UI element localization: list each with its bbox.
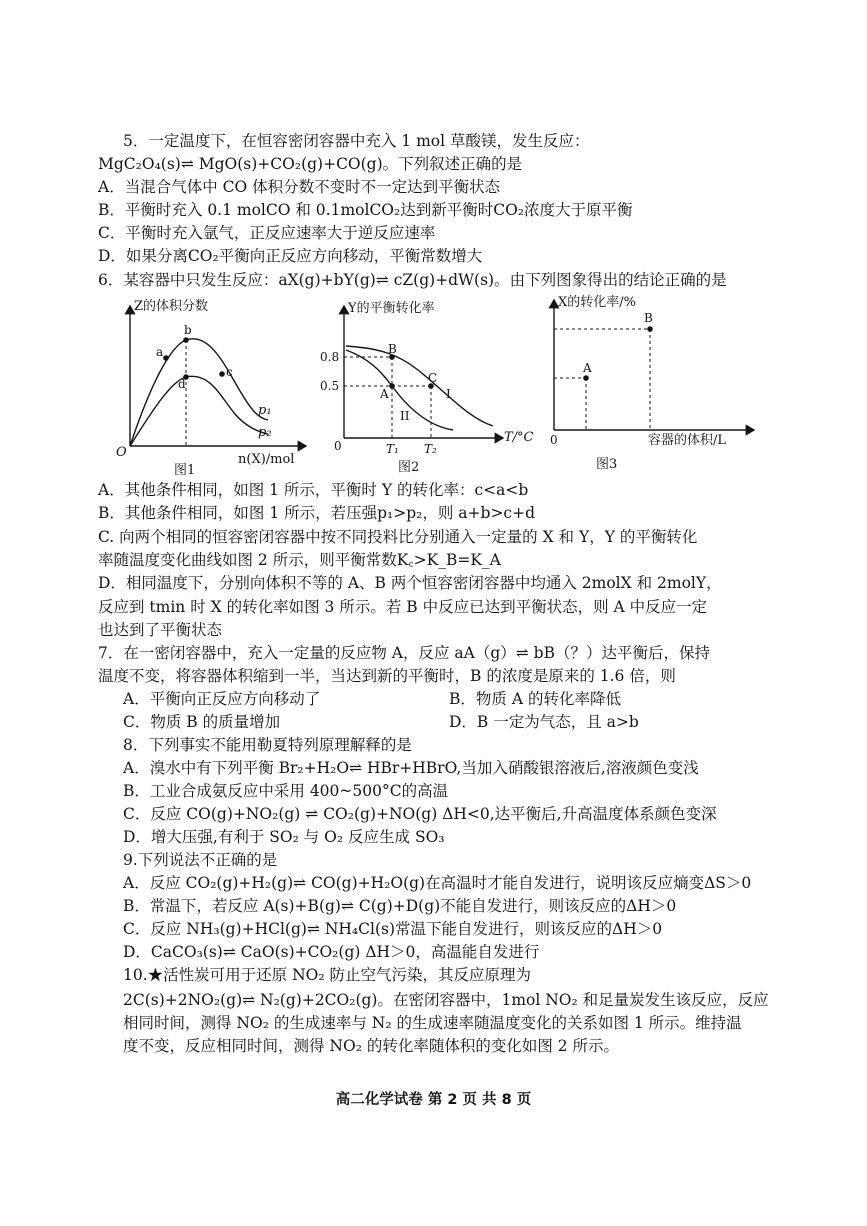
fig2-label-ii: II — [400, 409, 410, 423]
fig2-label-c: C — [428, 371, 438, 385]
q8-option-b: B．工业合成氨反应中采用 400~500°C的高温 — [123, 782, 449, 800]
fig1-x-label: n(X)/mol — [238, 452, 295, 467]
fig3-caption: 图3 — [596, 457, 618, 472]
fig2-tick-t2: T₂ — [424, 442, 437, 456]
fig3-point-a — [583, 375, 589, 381]
fig1-curve-p2 — [130, 376, 268, 446]
q6-figure-2 — [318, 298, 540, 478]
fig1-label-p2: p₂ — [258, 425, 272, 440]
q6-option-c-line1: C. 向两个相同的恒容密闭容器中按不同投料比分别通入一定量的 X 和 Y，Y 的平衡转化 — [98, 528, 698, 546]
fig2-label-b: B — [388, 342, 397, 356]
q5-option-d: D．如果分离CO₂平衡向正反应方向移动，平衡常数增大 — [98, 247, 483, 265]
q8-option-d: D．增大压强,有利于 SO₂ 与 O₂ 反应生成 SO₃ — [123, 828, 445, 846]
q6-option-b: B．其他条件相同，如图 1 所示，若压强p₁>p₂，则 a+b>c+d — [98, 504, 536, 522]
q9-stem: 9.下列说法不正确的是 — [123, 851, 278, 869]
q5-option-a: A．当混合气体中 CO 体积分数不变时不一定达到平衡状态 — [98, 178, 501, 196]
fig2-label-i: I — [446, 387, 451, 401]
q5-stem-line1: 5．一定温度下，在恒容密闭容器中充入 1 mol 草酸镁，发生反应： — [123, 132, 590, 150]
fig3-origin: 0 — [550, 433, 558, 447]
fig2-label-a: A — [380, 387, 389, 401]
q6-figure-3 — [540, 292, 770, 472]
fig1-point-a — [163, 355, 169, 361]
fig2-y-label: Y的平衡转化率 — [348, 301, 435, 316]
fig3-point-b — [647, 326, 653, 332]
q7-option-a: A．平衡向正反应方向移动了 — [123, 690, 321, 708]
q7-stem-line2: 温度不变，将容器体积缩到一半，当达到新的平衡时，B 的浓度是原来的 1.6 倍，则 — [98, 667, 676, 685]
q6-option-d-line3: 也达到了平衡状态 — [98, 621, 223, 639]
fig3-label-b: B — [644, 311, 653, 325]
fig2-point-a — [389, 383, 395, 389]
q9-option-b: B．常温下，若反应 A(s)+B(g)⇌ C(g)+D(g)不能自发进行，则该反应的ΔH＞0 — [123, 897, 677, 915]
q9-option-c: C．反应 NH₃(g)+HCl(g)⇌ NH₄Cl(s)常温下能自发进行，则该反应的ΔH＞0 — [123, 920, 663, 938]
fig1-y-label: Z的体积分数 — [134, 299, 209, 314]
fig1-point-b — [183, 337, 189, 343]
fig2-tick-t1: T₁ — [386, 442, 399, 456]
q6-option-d-line1: D．相同温度下，分别向体积不等的 A、B 两个恒容密闭容器中均通入 2molX 和 2molY， — [98, 574, 722, 592]
fig2-y-tick-05: 0.5 — [320, 379, 340, 393]
q5-option-c: C．平衡时充入氩气，正反应速率大于逆反应速率 — [98, 224, 436, 242]
q7-stem-line1: 7．在一密闭容器中，充入一定量的反应物 A，反应 aA（g）⇌ bB（？）达平衡后，保持 — [98, 644, 710, 662]
fig1-label-p1: p₁ — [258, 403, 272, 418]
q7-option-d: D．B 一定为气态，且 a>b — [449, 713, 639, 731]
q10-stem-line1: 10.★活性炭可用于还原 NO₂ 防止空气污染，其反应原理为 — [123, 966, 531, 984]
q5-stem-line2: MgC₂O₄(s)⇌ MgO(s)+CO₂(g)+CO(g)。下列叙述正确的是 — [98, 155, 523, 173]
fig1-label-a: a — [156, 345, 164, 359]
fig1-label-b: b — [184, 323, 192, 337]
q7-option-b: B．物质 A 的转化率降低 — [449, 690, 621, 708]
fig1-caption: 图1 — [174, 463, 196, 476]
q6-option-d-line2: 反应到 tmin 时 X 的转化率如图 3 所示。若 B 中反应已达到平衡状态，则 A 中反应一定 — [98, 598, 708, 616]
q6-option-c-line2: 率随温度变化曲线如图 2 所示，则平衡常数K꜀>K_B=K_A — [98, 551, 501, 569]
fig2-caption: 图2 — [398, 460, 420, 475]
q10-stem-line4: 度不变，反应相同时间，测得 NO₂ 的转化率随体积的变化如图 2 所示。 — [123, 1037, 620, 1055]
fig1-label-d: d — [178, 377, 186, 391]
q10-stem-line2: 2C(s)+2NO₂(g)⇌ N₂(g)+2CO₂(g)。在密闭容器中，1mol NO₂ 和足量炭发生该反应，反应 — [123, 991, 769, 1009]
fig3-x-label: 容器的体积/L — [648, 433, 727, 448]
q9-option-d: D．CaCO₃(s)⇌ CaO(s)+CO₂(g) ΔH＞0，高温能自发进行 — [123, 943, 540, 961]
q6-stem: 6．某容器中只发生反应：aX(g)+bY(g)⇌ cZ(g)+dW(s)。由下列图象得出的结论正确的是 — [98, 271, 727, 289]
fig1-label-c: c — [226, 365, 233, 379]
q8-stem: 8．下列事实不能用勒夏特列原理解释的是 — [123, 736, 412, 754]
fig3-label-a: A — [583, 361, 592, 375]
page-footer: 高二化学试卷 第 2 页 共 8 页 — [335, 1092, 532, 1108]
q7-option-c: C．物质 B 的质量增加 — [123, 713, 281, 731]
q6-figure-1 — [110, 296, 310, 476]
fig1-curve-p1 — [130, 339, 268, 446]
fig2-x-label: T/°C — [504, 430, 534, 445]
q8-option-c: C．反应 CO(g)+NO₂(g) ⇌ CO₂(g)+NO(g) ΔH<0,达平衡后,升高温度体系颜色变深 — [123, 805, 717, 823]
fig1-point-c — [219, 371, 225, 377]
q6-option-a: A．其他条件相同，如图 1 所示，平衡时 Y 的转化率：c<a<b — [98, 481, 529, 499]
q5-option-b: B．平衡时充入 0.1 molCO 和 0.1molCO₂达到新平衡时CO₂浓度大于原平衡 — [98, 201, 633, 219]
q8-option-a: A．溴水中有下列平衡 Br₂+H₂O⇌ HBr+HBrO,当加入硝酸银溶液后,溶液颜色变浅 — [123, 759, 699, 777]
fig1-origin: O — [116, 445, 127, 460]
fig2-y-tick-08: 0.8 — [320, 350, 340, 364]
q9-option-a: A．反应 CO₂(g)+H₂(g)⇌ CO(g)+H₂O(g)在高温时才能自发进行，说明该反应熵变ΔS＞0 — [123, 874, 752, 892]
fig2-origin: 0 — [334, 439, 342, 453]
fig3-y-label: X的转化率/% — [558, 295, 636, 310]
q10-stem-line3: 相同时间，测得 NO₂ 的生成速率与 N₂ 的生成速率随温度变化的关系如图 1 所示。维持温 — [123, 1014, 742, 1032]
